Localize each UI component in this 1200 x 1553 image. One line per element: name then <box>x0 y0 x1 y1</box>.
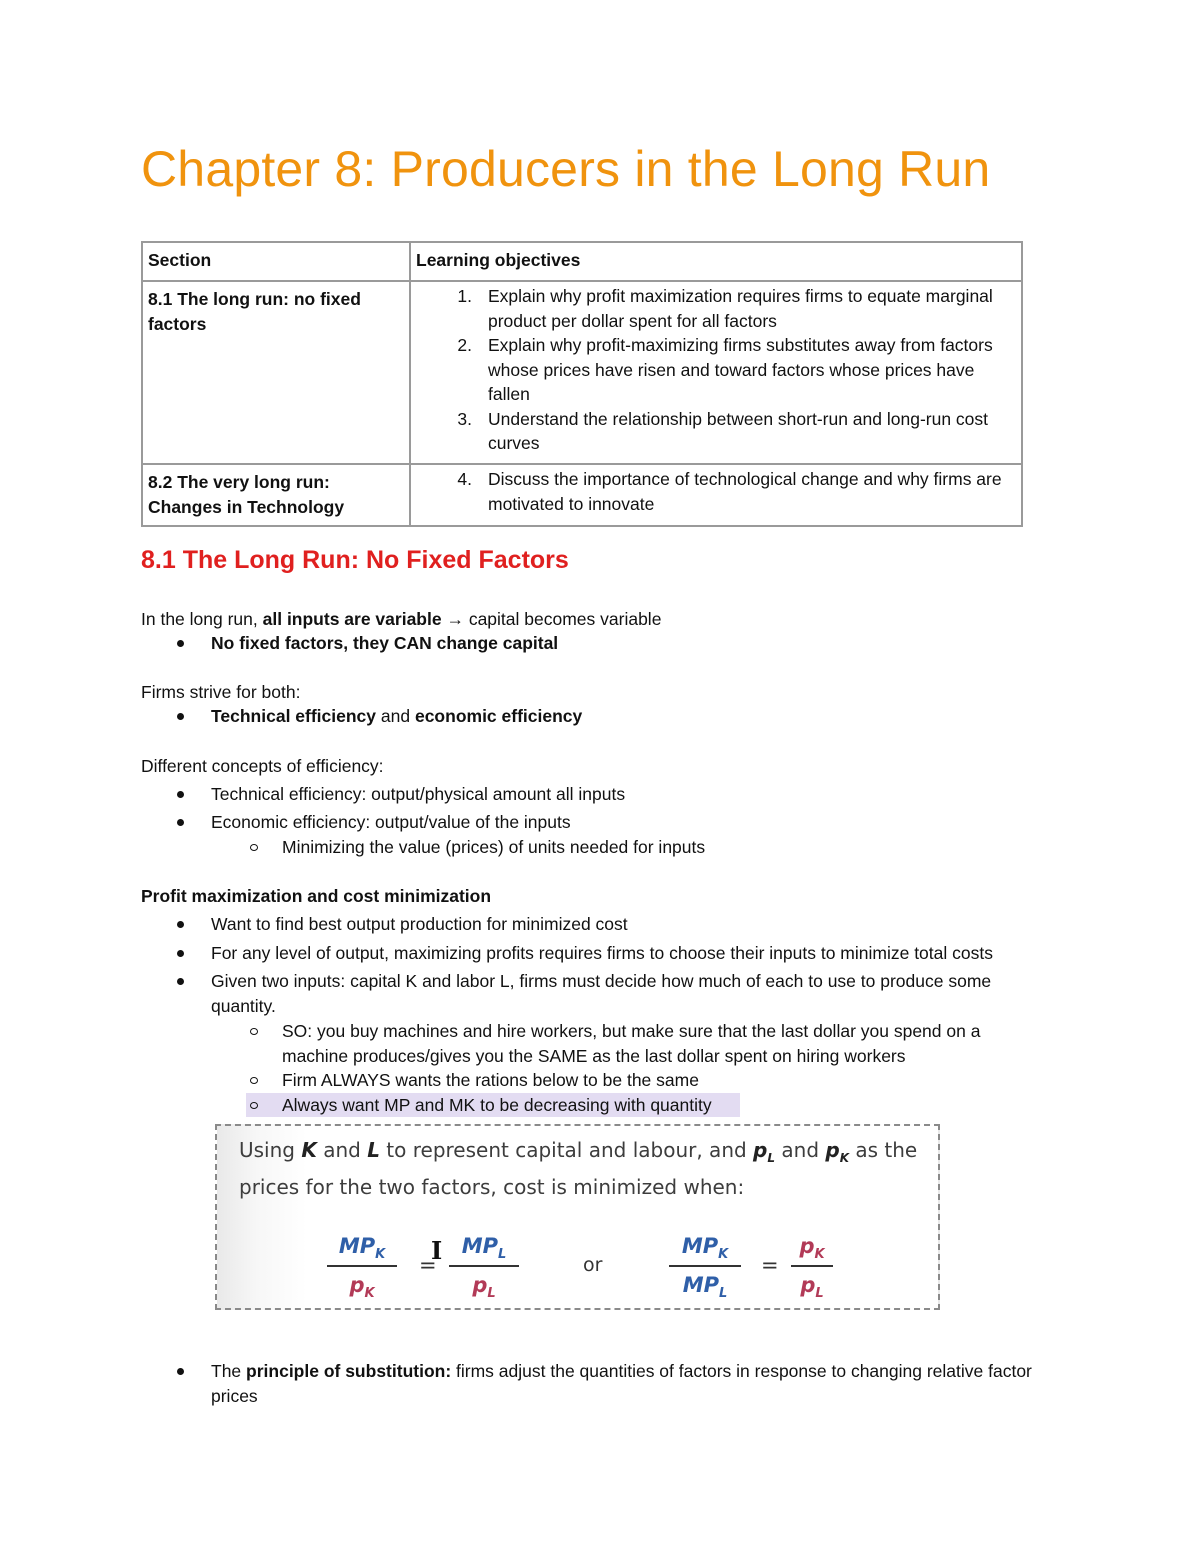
table-row <box>142 464 1022 526</box>
fraction-bar <box>327 1265 397 1267</box>
bullet-icon <box>177 819 184 826</box>
equals-sign: = <box>419 1253 437 1277</box>
objective-item <box>416 284 1015 333</box>
hollow-bullet-icon <box>250 1102 258 1109</box>
denominator: $p_L$ <box>472 1273 496 1302</box>
hollow-bullet-icon <box>250 1077 258 1084</box>
fraction-mpk-pk <box>327 1234 397 1301</box>
objectives-cell <box>410 464 1022 526</box>
list-item-text: Minimizing the value (prices) of units needed for inputs <box>282 837 706 857</box>
bullet-icon <box>177 978 184 985</box>
objective-item <box>416 467 1015 516</box>
bullet-icon <box>177 950 184 957</box>
list-item <box>211 912 628 937</box>
numerator: $p_K$ <box>799 1234 825 1263</box>
table-header-section: Section <box>142 242 410 281</box>
intro-text: In the long run, <box>141 609 263 629</box>
numerator: $MP_L$ <box>461 1234 507 1263</box>
sub-list-item <box>282 1019 1032 1068</box>
list-item-bold: principle of substitution: <box>246 1361 452 1381</box>
list-item-text: Technical efficiency: output/physical amount all inputs <box>211 784 626 804</box>
sub-list-item <box>282 1093 712 1118</box>
denominator: $p_L$ <box>800 1273 824 1302</box>
list-item <box>211 631 558 656</box>
list-item-text: Economic efficiency: output/value of the inputs <box>211 812 571 832</box>
list-item-text: Always want MP and MK to be decreasing with quantity <box>282 1095 712 1115</box>
list-item <box>211 810 571 835</box>
fraction-mpl-pl <box>449 1234 519 1301</box>
list-item <box>211 782 625 807</box>
bullet-icon <box>177 921 184 928</box>
list-item-text: firms adjust the quantities of factors in response to changing relative factor prices <box>211 1361 1032 1406</box>
objective-item <box>416 407 1015 456</box>
objective-text: Explain why profit-maximizing firms substitutes away from factors whose prices have risen and toward factors whose prices have fallen <box>488 335 993 404</box>
profit-heading <box>141 884 491 909</box>
section-heading: 8.1 The Long Run: No Fixed Factors <box>141 546 569 574</box>
hollow-bullet-icon <box>250 1028 258 1035</box>
intro-text-end: → capital becomes variable <box>441 609 662 629</box>
list-item-text: SO: you buy machines and hire workers, but make sure that the last dollar you spend on a machine produces/gives you the SAME as the last dollar spent on hiring workers <box>282 1021 981 1066</box>
list-item <box>211 941 1061 966</box>
caption-var-l: L <box>367 1138 380 1162</box>
fraction-bar <box>449 1265 519 1267</box>
list-item <box>211 1359 1051 1408</box>
list-item-text: No fixed factors, they CAN change capital <box>211 633 559 653</box>
text-cursor-icon: I <box>431 1236 443 1265</box>
objective-number: 4. <box>457 469 472 489</box>
caption-text: to represent capital and labour, and <box>379 1138 754 1162</box>
numerator: $MP_K$ <box>338 1234 386 1263</box>
hollow-bullet-icon <box>250 844 258 851</box>
caption-var-k: K <box>301 1138 317 1162</box>
table-row <box>142 281 1022 464</box>
numerator: $MP_K$ <box>681 1234 729 1263</box>
sub-list-item <box>282 835 705 860</box>
denominator: $MP_L$ <box>682 1273 728 1302</box>
objective-number: 1. <box>457 286 472 306</box>
objective-text: Understand the relationship between short-run and long-run cost curves <box>488 408 989 453</box>
fraction-pk-pl <box>791 1234 833 1301</box>
list-item-text: Given two inputs: capital K and labor L, firms must decide how much of each to use to produce some quantity. <box>211 971 992 1016</box>
caption-text: as the prices for the two factors, cost is minimized when: <box>239 1138 918 1199</box>
objective-number: 3. <box>457 408 472 429</box>
bullet-icon <box>177 713 184 720</box>
formula-image <box>215 1124 940 1310</box>
intro-bold: all inputs are variable <box>262 609 442 629</box>
list-item-text: Firm ALWAYS wants the rations below to be the same <box>282 1070 699 1090</box>
table-header-objectives: Learning objectives <box>410 242 1022 281</box>
caption-text: and <box>775 1138 826 1162</box>
section-cell: 8.1 The long run: no fixed factors <box>142 281 410 464</box>
chapter-title: Chapter 8: Producers in the Long Run <box>141 141 991 197</box>
objective-text: Explain why profit maximization requires firms to equate marginal product per dollar spent for all factors <box>488 286 993 331</box>
caption-text: Using <box>239 1138 302 1162</box>
fraction-bar <box>791 1265 833 1267</box>
section-cell: 8.2 The very long run: Changes in Technology <box>142 464 410 526</box>
equals-sign: = <box>761 1253 779 1277</box>
strive-paragraph: Firms strive for both: <box>141 682 301 702</box>
bullet-icon <box>177 640 184 647</box>
list-item-bold: economic efficiency <box>414 706 583 726</box>
objective-text: Discuss the importance of technological change and why firms are motivated to innovate <box>488 469 1002 514</box>
list-item-bold: Technical efficiency <box>211 706 377 726</box>
objectives-cell <box>410 281 1022 464</box>
profit-heading-text: Profit maximization and cost minimization <box>141 886 492 906</box>
concepts-paragraph: Different concepts of efficiency: <box>141 756 384 776</box>
objective-item <box>416 333 1015 407</box>
or-text: or <box>583 1254 603 1276</box>
list-item <box>211 704 582 729</box>
table-header-row <box>142 242 1022 281</box>
list-item-text: For any level of output, maximizing profits requires firms to choose their inputs to minimize total costs <box>211 943 993 963</box>
fraction-bar <box>669 1265 741 1267</box>
caption-var-pl: $p_L$ <box>753 1138 776 1165</box>
list-item <box>211 969 1051 1018</box>
list-item-text: The <box>211 1361 247 1381</box>
sub-list-item <box>282 1068 699 1093</box>
formula-caption <box>239 1136 929 1202</box>
fraction-mpk-mpl <box>669 1234 741 1301</box>
list-item-text: Want to find best output production for minimized cost <box>211 914 628 934</box>
caption-var-pk: $p_K$ <box>825 1138 850 1165</box>
learning-objectives-table <box>141 241 1023 527</box>
bullet-icon <box>177 1368 184 1375</box>
bullet-icon <box>177 791 184 798</box>
intro-paragraph <box>141 607 661 632</box>
denominator: $p_K$ <box>349 1273 375 1302</box>
list-item-text: and <box>376 706 415 726</box>
objective-number: 2. <box>457 335 472 355</box>
caption-text: and <box>316 1138 368 1162</box>
